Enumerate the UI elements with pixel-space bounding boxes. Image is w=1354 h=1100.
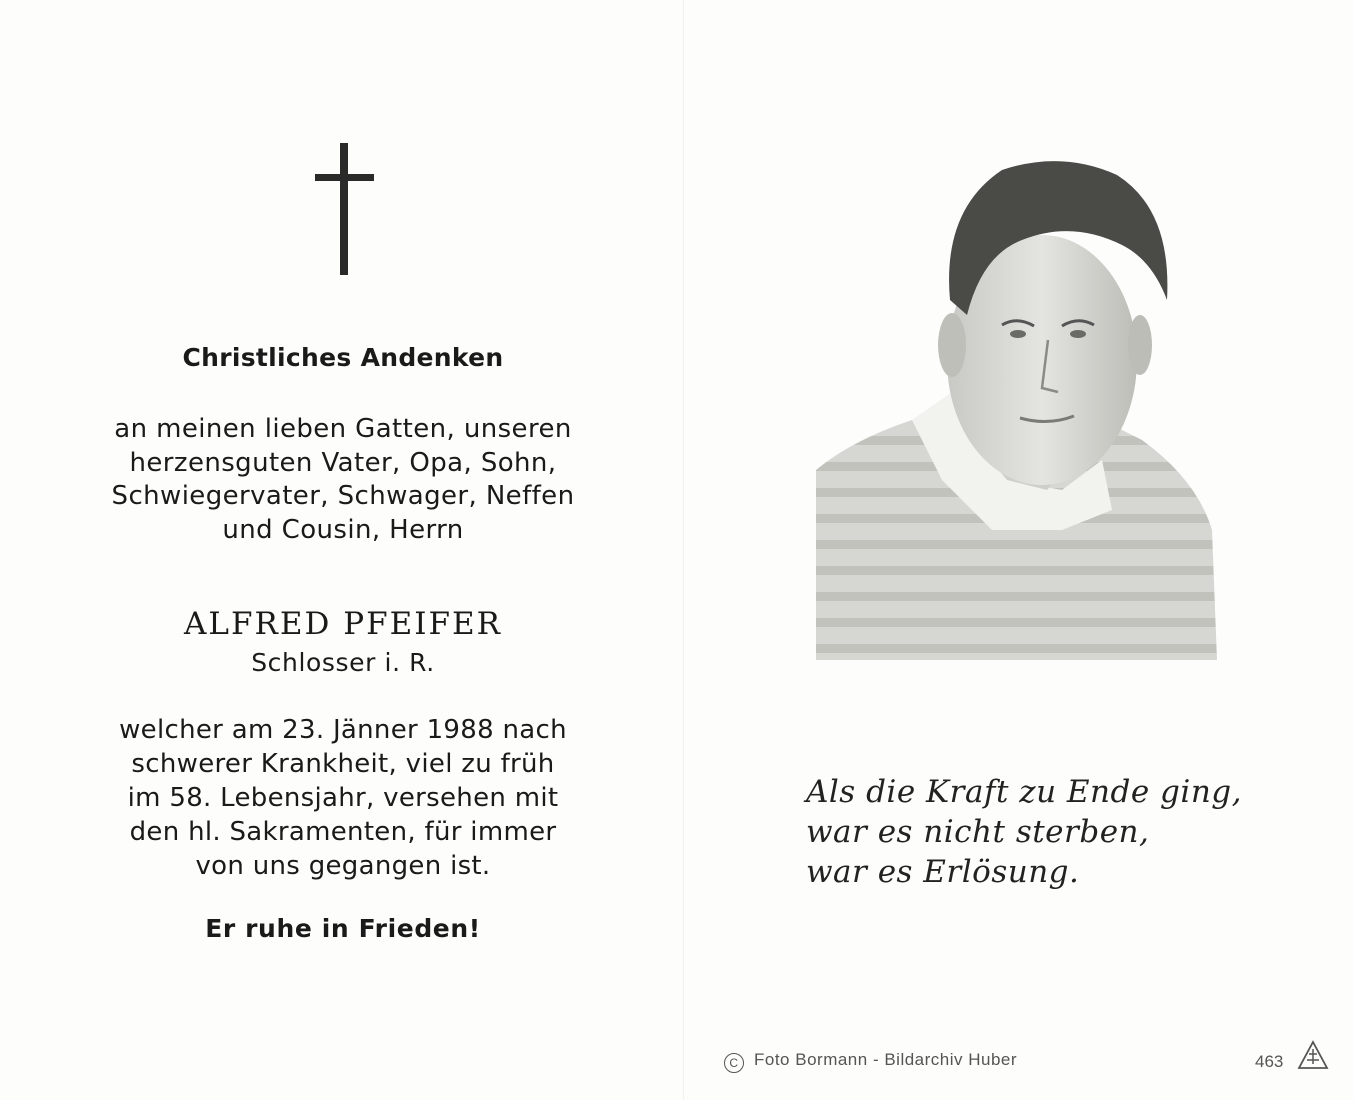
triangle-logo-icon <box>1297 1040 1329 1070</box>
obituary-line: schwerer Krankheit, viel zu früh <box>131 749 555 779</box>
card-fold <box>683 0 684 1100</box>
memorial-quote <box>806 772 1242 892</box>
blessing-text: Er ruhe in Frieden! <box>205 914 481 943</box>
portrait-photo <box>812 150 1242 660</box>
photo-credit-text: Foto Bormann - Bildarchiv Huber <box>754 1050 1018 1069</box>
photo-credit <box>724 1050 1017 1073</box>
quote-line: war es Erlösung. <box>806 854 1080 890</box>
obituary-line: von uns gegangen ist. <box>195 851 491 881</box>
deceased-profession: Schlosser i. R. <box>251 648 435 677</box>
copyright-icon: C <box>724 1053 744 1073</box>
dedication-line: und Cousin, Herrn <box>222 514 464 545</box>
quote-line: war es nicht sterben, <box>806 814 1150 850</box>
quote-line: Als die Kraft zu Ende ging, <box>806 774 1242 810</box>
dedication-line: herzensguten Vater, Opa, Sohn, <box>129 447 557 478</box>
deceased-name: ALFRED PFEIFER <box>184 606 502 642</box>
dedication-line: an meinen lieben Gatten, unseren <box>114 414 572 444</box>
cross-icon <box>310 143 378 275</box>
dedication-line: Schwiegervater, Schwager, Neffen <box>111 481 575 511</box>
card-title: Christliches Andenken <box>182 343 504 372</box>
dedication-text <box>0 413 686 547</box>
card-number: 463 <box>1255 1052 1284 1071</box>
obituary-line: den hl. Sakramenten, für immer <box>129 817 557 847</box>
obituary-line: im 58. Lebensjahr, versehen mit <box>127 783 559 813</box>
obituary-text <box>0 713 686 883</box>
obituary-line: welcher am 23. Jänner 1988 nach <box>119 715 567 745</box>
